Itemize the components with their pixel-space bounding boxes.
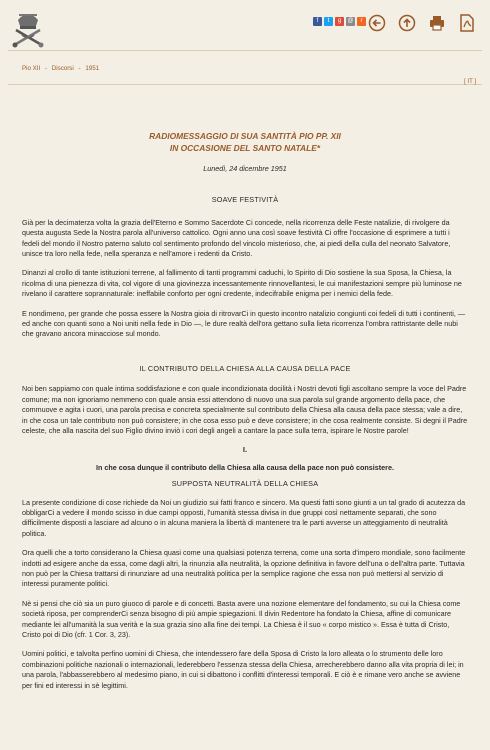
paragraph: Nè si pensi che ciò sia un puro giuoco di parole e di concetti. Basta avere una nozione elementare del fondamento, su cui la Chiesa come società riposa, per comprenderCi senza bisogno di più ampie spiegazioni. Il divin Redentore ha fondato la Chiesa, affine di comunicare mediante lei all'umanità la sua verità e la sua grazia sino alla fine dei tempi. La Chiesa è il suo « corpo mistico ». Essa è tutta di Cristo, Cristo poi di Dio (cfr. 1 Cor. 3, 23). xyxy=(22,598,461,639)
paragraph: Ora quelli che a torto considerano la Chiesa quasi come una qualsiasi potenza terrena, come una sorta d'impero mondiale, sono facilmente indotti ad esigere anche da essa, come dagli altri, la rinunzia alla neutralità, la opzione definitiva in favore dell'una o dell'altra parte. Tuttavia non può per la Chiesa trattarsi di rinunziare ad una neutralità politica per la semplice ragione che essa non può mettersi al servizio di interessi puramente politici. xyxy=(22,548,466,589)
title-line-2: IN OCCASIONE DEL SANTO NATALE* xyxy=(169,143,321,153)
paragraph: Dinanzi al crollo di tante istituzioni terrene, al fallimento di tanti programmi caduchi, lo Spirito di Dio sostiene la sua Sposa, la Chiesa, la ricolma di una pienezza di vita, col vigore di una giovinezza incessantemente rinnovellantesi, le cui manifestazioni sempre più luminose ne rivelano il carattere soprannaturale: ineffabile conforto per ogni credente, indecifrabile enigma per i nemici della fede. xyxy=(22,268,462,299)
language-link[interactable]: [ IT ] xyxy=(464,79,476,85)
section-heading: SUPPOSTA NEUTRALITÀ DELLA CHIESA xyxy=(171,479,319,489)
breadcrumb-item-pope[interactable]: Pio XII xyxy=(22,65,41,72)
facebook-icon[interactable]: f xyxy=(313,17,322,26)
papal-crest-icon[interactable] xyxy=(8,4,48,48)
breadcrumb-separator: - xyxy=(44,65,48,72)
section-heading: IL CONTRIBUTO DELLA CHIESA ALLA CAUSA DELLA PACE xyxy=(139,363,351,373)
breadcrumb xyxy=(0,51,490,79)
back-icon[interactable] xyxy=(368,14,386,32)
header-tools xyxy=(368,14,476,32)
paragraph: Noi ben sappiamo con quale intima soddisfazione e con quale incondizionata docilità i Nostri devoti figli ascoltano sempre la voce del Padre comune; ma non ignoriamo nemmeno con quale ansia essi attendono di nuovo una sua parola sul grande argomento della pace, che commuove e agita i cuori, una parola precisa e concreta specialmente sul contributo della Chiesa alla causa della pace stessa; vale a dire, in che cosa un tale contributo non può consistere; in che cosa esso può e deve consistere; in che cosa realmente consiste. Si degni il Padre celeste, che alla nascita del suo Figlio divino inviò i cori degli angeli a cantare la pace sulla terra, ispirare le Nostre parole! xyxy=(22,384,468,435)
twitter-icon[interactable]: t xyxy=(324,17,333,26)
up-icon[interactable] xyxy=(398,14,416,32)
breadcrumb-item-year[interactable]: 1951 xyxy=(85,65,100,72)
paragraph: Uomini politici, e talvolta perfino uomini di Chiesa, che intendessero fare della Sposa di Cristo la loro alleata o lo strumento delle loro combinazioni politiche nazionali o internazionali, lederebbero l'essenza stessa della Chiesa, arrecherebbero danno alla vita propria di lei; in una parola, l'abbasserebbero al medesimo piano, in cui si dibattono i conflitti d'interessi temporali. E ciò è e rimane vero anche se avviene per fini ed interessi in sè legittimi. xyxy=(22,649,464,690)
pdf-icon[interactable] xyxy=(458,14,476,32)
email-icon[interactable]: @ xyxy=(347,18,354,24)
title-line-1: RADIOMESSAGGIO DI SUA SANTITÀ PIO PP. XII xyxy=(149,131,341,141)
print-icon[interactable] xyxy=(428,14,446,32)
social-share-bar xyxy=(313,17,366,26)
part-number: I. xyxy=(242,445,248,455)
paragraph: Già per la decimaterza volta la grazia dell'Eterno e Sommo Sacerdote Ci concede, nella ricorrenza delle Feste natalizie, di rivolgere da questa augusta Sede la Nostra parola all'universo cattolico. Ogni anno una così soave festività Ci offre l'occasione di esprimere a tutti i fedeli del mondo il Nostro paterno saluto col sentimento profondo del vincolo misterioso, che, ai piedi della culla del neonato Salvatore, unisce tra loro nella fede, nella speranza e nell'amore i redenti da Cristo. xyxy=(22,217,451,259)
part-subheading: In che cosa dunque il contributo della Chiesa alla causa della pace non può consistere. xyxy=(96,462,394,472)
breadcrumb-item-discorsi[interactable]: Discorsi xyxy=(51,65,74,72)
google-plus-icon[interactable]: g xyxy=(335,17,344,26)
breadcrumb-separator: - xyxy=(78,65,81,72)
rss-icon[interactable]: r xyxy=(357,17,366,26)
paragraph: E nondimeno, per grande che possa essere la Nostra gioia di ritrovarCi in questo incontro natalizio congiunti coi fedeli di tutti i continenti, — ed anche con quanti sono a Noi uniti nella fede in Dio —, le dure realtà dell'ora gettano sulla lieta ricorrenza l'ombra rattristante delle nubi che gravano ancora minacciose sul mondo. xyxy=(22,308,466,339)
section-heading: SOAVE FESTIVITÀ xyxy=(211,195,279,205)
document-date: Lunedì, 24 dicembre 1951 xyxy=(203,164,287,173)
header xyxy=(0,0,490,50)
document-title xyxy=(22,130,468,154)
breadcrumb-divider xyxy=(8,84,482,85)
document-body xyxy=(0,130,490,691)
paragraph: La presente condizione di cose richiede da Noi un giudizio sui fatti franco e sincero. Ma questi fatti sono giunti a un tal grado di acutezza da obbligarCi a vedere il mondo scisso in due campi opposti, l'umanità stessa divisa in due gruppi così nettamente separati, che sono difficilmente disposti a lasciare ad alcuno o in alcuna maniera la libertà di mantenere tra le parti avverse un atteggiamento di neutralità politica. xyxy=(22,497,466,538)
